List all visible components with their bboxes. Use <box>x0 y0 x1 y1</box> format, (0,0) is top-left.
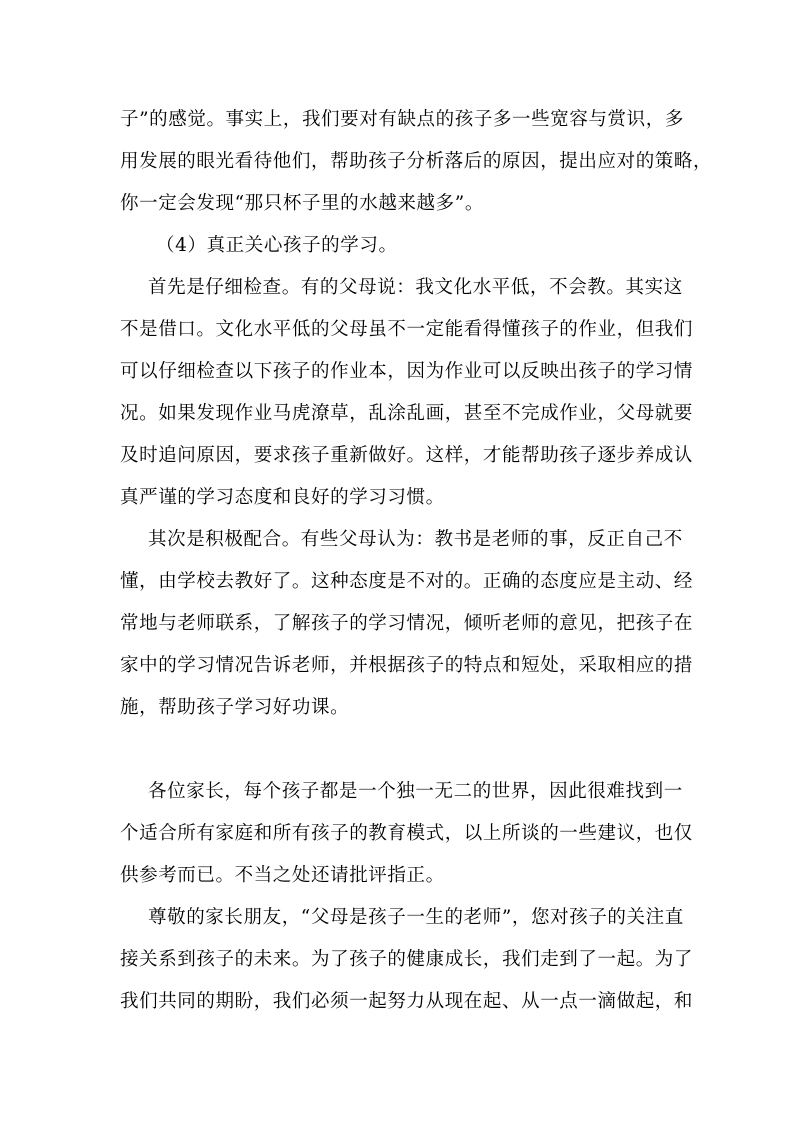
text-line: 你一定会发现“那只杯子里的水越来越多”。 <box>120 193 484 214</box>
text-line: 常地与老师联系，了解孩子的学习情况，倾听老师的意见，把孩子在 <box>120 613 694 634</box>
text-line: 我们共同的期盼，我们必须一起努力从现在起、从一点一滴做起，和 <box>120 991 694 1012</box>
text-line: 子”的感觉。事实上，我们要对有缺点的孩子多一些宽容与赏识，多 <box>120 109 684 130</box>
text-line: 真严谨的学习态度和良好的学习习惯。 <box>120 487 445 508</box>
paragraph-first-line: 各位家长，每个孩子都是一个独一无二的世界，因此很难找到一 <box>148 781 683 802</box>
text-line: 用发展的眼光看待他们，帮助孩子分析落后的原因，提出应对的策略， <box>120 151 713 172</box>
paragraph-first-line: 尊敬的家长朋友，“父母是孩子一生的老师”，您对孩子的关注直 <box>148 907 684 928</box>
text-line: 可以仔细检查以下孩子的作业本，因为作业可以反映出孩子的学习情 <box>120 361 694 382</box>
text-line: 个适合所有家庭和所有孩子的教育模式，以上所谈的一些建议，也仅 <box>120 823 694 844</box>
text-line: 及时追问原因，要求孩子重新做好。这样，才能帮助孩子逐步养成认 <box>120 445 694 466</box>
text-line: 接关系到孩子的未来。为了孩子的健康成长，我们走到了一起。为了 <box>120 949 694 970</box>
text-line: 况。如果发现作业马虎潦草，乱涂乱画，甚至不完成作业，父母就要 <box>120 403 694 424</box>
text-line: 懂，由学校去教好了。这种态度是不对的。正确的态度应是主动、经 <box>120 571 694 592</box>
text-line: 施，帮助孩子学习好功课。 <box>120 697 350 718</box>
text-line: 家中的学习情况告诉老师，并根据孩子的特点和短处，采取相应的措 <box>120 655 694 676</box>
section-heading: （4）真正关心孩子的学习。 <box>156 235 398 256</box>
text-line: 不是借口。文化水平低的父母虽不一定能看得懂孩子的作业，但我们 <box>120 319 694 340</box>
paragraph-first-line: 其次是积极配合。有些父母认为：教书是老师的事，反正自己不 <box>148 529 683 550</box>
text-line: 供参考而已。不当之处还请批评指正。 <box>120 865 445 886</box>
paragraph-first-line: 首先是仔细检查。有的父母说：我文化水平低，不会教。其实这 <box>148 277 683 298</box>
